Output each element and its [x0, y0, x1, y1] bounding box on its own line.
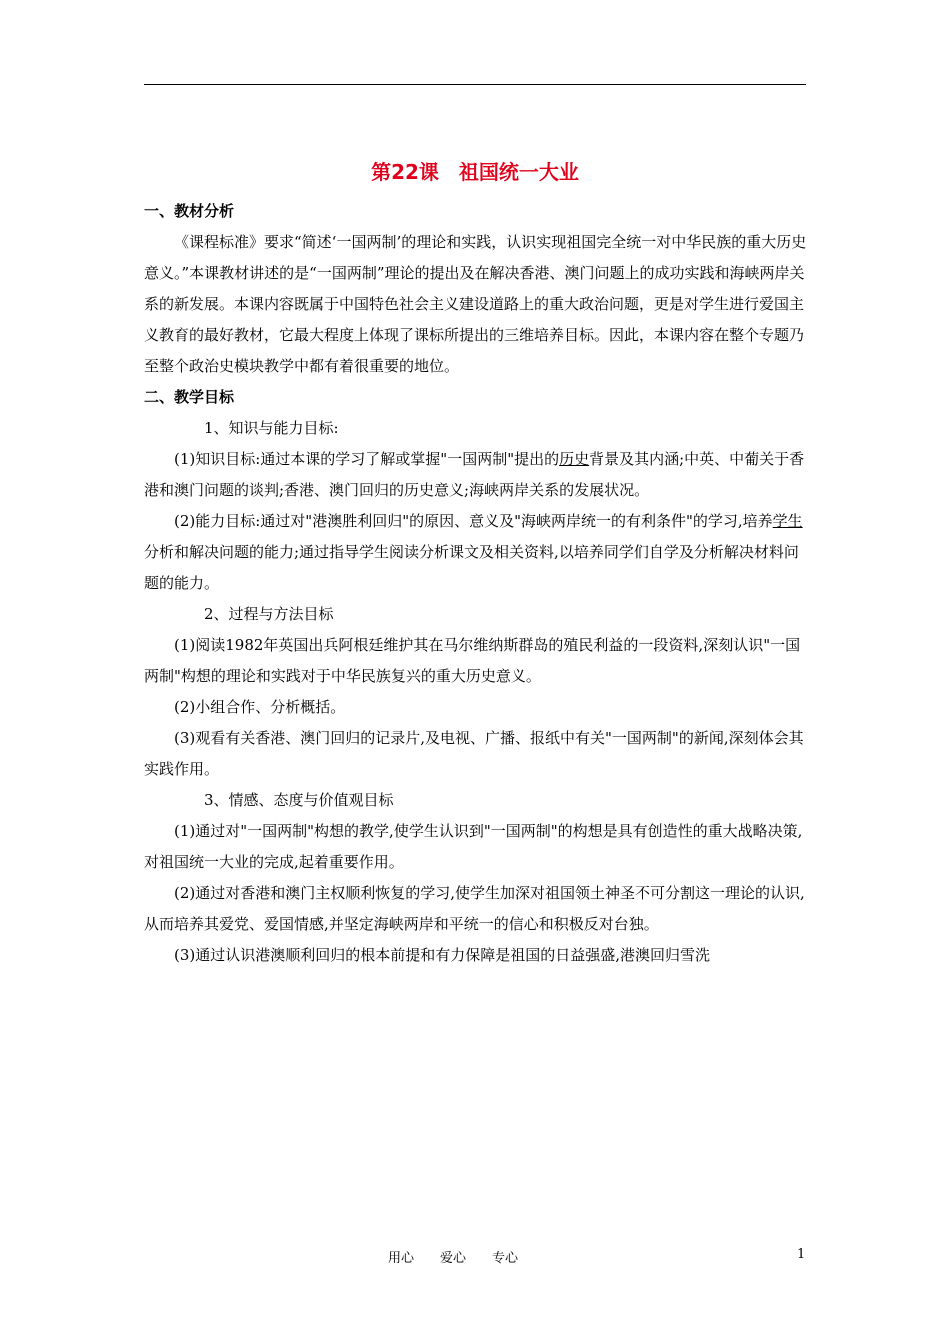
- paragraph-values-3: (3)通过认识港澳顺利回归的根本前提和有力保障是祖国的日益强盛,港澳回归雪洗: [174, 946, 711, 964]
- document-body: [144, 196, 808, 971]
- section-heading-analysis: 一、教材分析: [144, 202, 235, 220]
- paragraph-analysis: 《课程标准》要求“简述‘一国两制’的理论和实践，认识实现祖国完全统一对中华民族的重大历史意义。”本课教材讲述的是“一国两制”理论的提出及在解决香港、澳门问题上的成功实践和海峡两岸关系的新发展。本课内容既属于中国特色社会主义建设道路上的重大政治问题，更是对学生进行爱国主义教育的最好教材，它最大程度上体现了课标所提出的三维培养目标。因此，本课内容在整个专题乃至整个政治史模块教学中都有着很重要的地位。: [144, 233, 807, 375]
- footer-word-3: 专心: [492, 1251, 519, 1266]
- text-segment: (1)知识目标:通过本课的学习了解或掌握"一国两制"提出的: [174, 450, 560, 468]
- footer-word-1: 用心: [388, 1251, 415, 1266]
- link-students[interactable]: 学生: [772, 512, 803, 530]
- page-title: 第22课 祖国统一大业: [371, 160, 579, 184]
- paragraph-values-1: (1)通过对"一国两制"构想的教学,使学生认识到"一国两制"的构想是具有创造性的重大战略决策,对祖国统一大业的完成,起着重要作用。: [144, 822, 803, 871]
- paragraph-process-1: (1)阅读1982年英国出兵阿根廷维护其在马尔维纳斯群岛的殖民利益的一段资料,深刻认识"一国两制"构想的理论和实践对于中华民族复兴的重大历史意义。: [144, 636, 801, 685]
- page-footer: [0, 1247, 950, 1267]
- text-segment: (2)能力目标:通过对"港澳胜利回归"的原因、意义及"海峡两岸统一的有利条件"的学习,培养: [174, 512, 773, 530]
- paragraph-process-2: (2)小组合作、分析概括。: [174, 698, 346, 716]
- goal-heading-values: 3、情感、态度与价值观目标: [204, 791, 394, 809]
- goal-heading-process: 2、过程与方法目标: [204, 605, 334, 623]
- text-segment: 背景及其内涵;中英、中葡关于香港和澳门问题的谈判;香港、澳门回归的历史意义;海峡两岸关系的发展状况。: [144, 450, 805, 499]
- paragraph-process-3: (3)观看有关香港、澳门回归的记录片,及电视、广播、报纸中有关"一国两制"的新闻,深刻体会其实践作用。: [144, 729, 804, 778]
- section-heading-goals: 二、教学目标: [144, 388, 235, 406]
- text-segment: 分析和解决问题的能力;通过指导学生阅读分析课文及相关资料,以培养同学们自学及分析解决材料问题的能力。: [144, 543, 799, 592]
- paragraph-knowledge-goal: [144, 444, 808, 506]
- header-rule: [144, 84, 806, 85]
- paragraph-ability-goal: [144, 506, 808, 599]
- paragraph-values-2: (2)通过对香港和澳门主权顺利恢复的学习,使学生加深对祖国领土神圣不可分割这一理论的认识,从而培养其爱党、爱国情感,并坚定海峡两岸和平统一的信心和积极反对台独。: [144, 884, 805, 933]
- page-number: 1: [797, 1247, 806, 1262]
- link-history[interactable]: 历史: [559, 450, 590, 468]
- footer-motto: [388, 1247, 518, 1266]
- goal-heading-knowledge: 1、知识与能力目标:: [204, 419, 339, 437]
- footer-word-2: 爱心: [440, 1251, 467, 1266]
